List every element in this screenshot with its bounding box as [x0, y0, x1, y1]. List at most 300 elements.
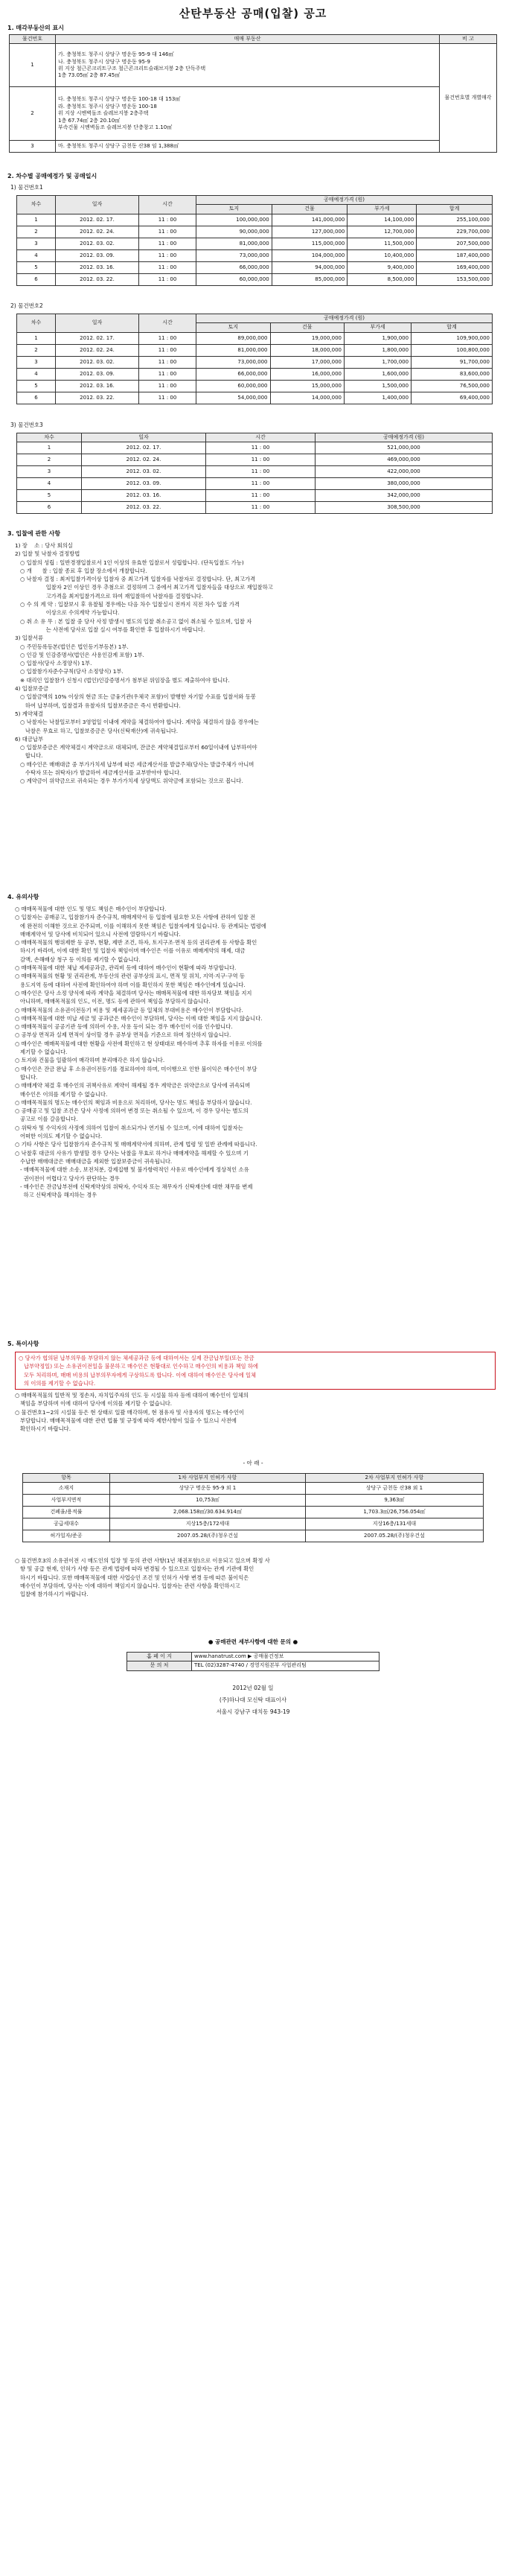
- th-total: 합계: [417, 205, 493, 214]
- notice-date: 2012년 02월 일: [232, 1685, 274, 1691]
- th-phase1: 1차 사업부지 인허가 사항: [110, 1474, 306, 1483]
- text-line: ○ 인감 및 인감증명서(법인은 사용인감계 포함) 1부.: [15, 651, 144, 658]
- special-notes: [15, 1391, 497, 1433]
- property-no: 2: [10, 87, 56, 141]
- table-cell: 2012. 03. 22.: [56, 273, 139, 285]
- property-note: 물건번호별 개별매각: [440, 44, 497, 153]
- table-cell: 10,400,000: [348, 249, 417, 261]
- th-price: 공매예정가격 (원): [196, 314, 493, 323]
- table-cell: 9,363㎡: [305, 1495, 483, 1507]
- th-land: 토지: [196, 205, 272, 214]
- text-line: - 매수인은 잔금납부전에 신탁계약상의 위탁자, 수익자 또는 채무자가 신탁재산에 대한 채무를 변제: [15, 1183, 253, 1190]
- text-line: 하고 신탁계약을 해지하는 경우: [15, 1192, 97, 1199]
- text-line: 5) 계약체결: [15, 710, 44, 717]
- company-name: (주)하나대 모신탁 대표이사: [219, 1696, 287, 1703]
- table-cell: 89,000,000: [196, 332, 271, 344]
- table-row: [17, 466, 493, 478]
- table-row: [23, 1518, 484, 1530]
- text-line: 하여 납부하며, 입찰결과 유찰자의 입찰보증금은 즉시 반환합니다.: [15, 702, 181, 709]
- text-line: ○ 위탁자 및 수익자의 사정에 의하여 입찰이 취소되거나 연기될 수 있으며, 이에 대하여 입찰자는: [15, 1124, 243, 1131]
- table-cell: 지상15층/172세대: [110, 1518, 306, 1530]
- table-cell: 187,400,000: [417, 249, 493, 261]
- table-row: [17, 380, 493, 392]
- text-line: ○ 입찰의 성립 : 일반경쟁입찰로서 1인 이상의 유효한 입찰로서 성립합니다. (단독입찰도 가능): [15, 559, 244, 566]
- property-line: 위 지상 시멘벽돌조 슬레브지붕 2층주택: [58, 110, 149, 117]
- table-cell: 소재지: [23, 1483, 110, 1495]
- property-line: 다. 충청북도 청주시 상당구 명운동 100-18 대 153㎡: [58, 96, 181, 103]
- appendix-caption: - 아 래 -: [243, 1460, 263, 1466]
- table-cell: 2,068.158㎡/30.634.914㎡: [110, 1507, 306, 1518]
- text-line: 항 및 공급 현재, 인허가 사항 등은 관계 법령에 따라 변경될 수 있으므로 입찰자는 관계 기관에 확인: [15, 1565, 254, 1573]
- table-row: [17, 490, 493, 502]
- schedule-table-3: [16, 433, 493, 514]
- table-cell: 11 : 00: [139, 332, 196, 344]
- table-row: [17, 249, 493, 261]
- text-line: 확인하시기 바랍니다.: [15, 1425, 71, 1433]
- table-cell: 2012. 03. 02.: [82, 466, 206, 478]
- page-title: 산탄부동산 공매(입찰) 공고: [179, 7, 327, 20]
- text-line: 어떠한 이의도 제기할 수 없습니다.: [15, 1133, 103, 1140]
- property-line: 1층 67.74㎡ 2층 20.10㎡: [58, 117, 121, 124]
- text-line: 부담합니다. 매매목적물에 대한 관련 법률 및 규정에 따라 제한사항이 있을 수 있으니 사전에: [15, 1416, 237, 1424]
- th-phase2: 2차 사업부지 인허가 사항: [305, 1474, 483, 1483]
- homepage-link[interactable]: www.hanatrust.com ▶ 공매물건정보: [192, 1653, 380, 1661]
- table-cell: 11 : 00: [206, 478, 316, 490]
- property-desc: [56, 141, 440, 153]
- contact-label: 문 의 처: [127, 1661, 192, 1670]
- text-line: 공고로 이를 갈음합니다.: [15, 1116, 78, 1123]
- inquiry-heading: ● 공매관련 세부사항에 대한 문의 ●: [208, 1638, 298, 1645]
- table-cell: 11 : 00: [139, 226, 196, 238]
- table-cell: 76,500,000: [411, 380, 493, 392]
- th-vat: 부가세: [345, 323, 411, 332]
- table-cell: 1,600,000: [345, 368, 411, 380]
- table-cell: 115,000,000: [272, 238, 348, 249]
- property-desc: [56, 44, 440, 87]
- table-cell: 11 : 00: [139, 380, 196, 392]
- text-line: 제기할 수 없습니다.: [15, 1049, 68, 1056]
- table-cell: 2012. 02. 24.: [56, 344, 139, 356]
- table-cell: 2012. 03. 16.: [56, 380, 139, 392]
- text-line: ○ 매매목적물에 대한 인도 및 명도 책임은 매수인이 부담합니다.: [15, 906, 167, 912]
- table-cell: 2: [17, 344, 56, 356]
- text-line: 의 이의를 제기할 수 없습니다.: [19, 1379, 96, 1387]
- table-cell: 6: [17, 273, 56, 285]
- text-line: 감액, 손해배상 청구 등 이의를 제기할 수 없습니다.: [15, 955, 141, 963]
- text-line: ○ 입찰자는 공매공고, 입찰참가자 준수규칙, 매매계약서 등 입찰에 필요한 모든 사항에 관하여 입찰 전: [15, 914, 256, 921]
- table-cell: 100,800,000: [411, 344, 493, 356]
- section-4-heading: 4. 유의사항: [7, 894, 39, 900]
- text-line: 납부약정일) 또는 소유권이전일을 불문하고 매수인은 현황대로 인수하고 매수인의 비용과 책임 하에: [19, 1363, 258, 1370]
- section-1-heading: 1. 매각부동산의 표시: [7, 25, 64, 31]
- table-cell: 11 : 00: [139, 214, 196, 226]
- table-cell: 15,000,000: [270, 380, 345, 392]
- text-line: ○ 입찰보증금은 계약체결시 계약금으로 대체되며, 잔금은 계약체결일로부터 60일이내에 납부하여야: [15, 744, 257, 751]
- table-cell: 4: [17, 249, 56, 261]
- table-cell: 2: [17, 226, 56, 238]
- table-cell: 건폐율/용적률: [23, 1507, 110, 1518]
- inquiry-table: [126, 1652, 380, 1671]
- table-cell: 308,500,000: [316, 502, 493, 514]
- text-line: ○ 공부상 면적과 실제 면적이 상이할 경우 공부상 면적을 기준으로 하며 정산하지 않습니다.: [15, 1031, 231, 1039]
- table-cell: 11 : 00: [139, 238, 196, 249]
- th-land: 토지: [196, 323, 271, 332]
- text-line: ○ 물건번호3의 소유권이전 시 매도인의 입장 및 등의 관련 사항(1년 채권포함)으로 이용되고 있으며 확정 사: [15, 1557, 270, 1564]
- table-cell: 11 : 00: [139, 273, 196, 285]
- table-cell: 2012. 03. 22.: [82, 502, 206, 514]
- text-line: 2) 입찰 및 낙찰자 결정방법: [15, 550, 80, 558]
- table-row: [17, 261, 493, 273]
- table-cell: 11 : 00: [139, 261, 196, 273]
- table-cell: 422,000,000: [316, 466, 493, 478]
- text-line: ○ 당사가 협의된 납부의무를 부담하지 않는 체세공과금 등에 대하여서는 실제 잔금납부일(또는 잔금: [19, 1355, 254, 1361]
- table-row: [17, 478, 493, 490]
- text-line: 수납한 매매대금은 매매대금을 제외한 입찰보증금이 귀속됩니다.: [15, 1157, 173, 1165]
- table-cell: 11 : 00: [139, 249, 196, 261]
- schedule-table-1: [16, 195, 493, 286]
- text-line: 6) 대금납부: [15, 735, 44, 742]
- table-cell: 9,400,000: [348, 261, 417, 273]
- table-cell: 공급세대수: [23, 1518, 110, 1530]
- table-cell: 지상16층/131세대: [305, 1518, 483, 1530]
- property-line: 위 지상 철근콘크리트구조 철근콘크리트슬래브지붕 2층 단독주택: [58, 65, 206, 71]
- table-cell: 2012. 03. 22.: [56, 392, 139, 404]
- table-cell: 2012. 03. 02.: [56, 356, 139, 368]
- contact-info: TEL (02)3287-4740 / 경영지원본부 사업관리팀: [192, 1661, 380, 1670]
- text-line: ○ 개 찰 : 입찰 종료 후 입찰 장소에서 개찰합니다.: [15, 567, 147, 574]
- schedule-table-2-body: [17, 332, 493, 404]
- table-cell: 11 : 00: [206, 454, 316, 466]
- table-cell: 81,000,000: [196, 344, 271, 356]
- table-cell: 83,600,000: [411, 368, 493, 380]
- text-line: ○ 매매목적물의 일반적 및 정손자, 자치입주자의 인도 등 시설물 하자 등에 대하여 매수인이 일체의: [15, 1392, 249, 1399]
- table-row: [17, 238, 493, 249]
- text-line: ○ 기타 사항은 당사 입찰참가자 준수규칙 및 매매계약서에 의하며, 관계 법령 및 일반 관례에 따릅니다.: [15, 1141, 257, 1148]
- permit-table: [22, 1473, 484, 1542]
- table-cell: 90,000,000: [196, 226, 272, 238]
- table-cell: 11 : 00: [206, 502, 316, 514]
- text-line: 낙찰은 무효로 하고, 입찰보증금은 당사(신탁재산)에 귀속됩니다.: [15, 727, 179, 734]
- table-cell: 2007.05.28/(주)청우건설: [305, 1530, 483, 1542]
- section-3-heading: 3. 입찰에 관한 사항: [7, 530, 61, 537]
- table-row: [17, 344, 493, 356]
- th-date: 일자: [56, 314, 139, 333]
- property-line: 나. 충청북도 청주시 상당구 명운동 95-9: [58, 58, 150, 65]
- text-line: 아니하며, 매매목적물의 인도, 이전, 명도 등에 관하여 책임을 부담하지 않습니다.: [15, 998, 211, 1005]
- table1-label: 1) 물건번호1: [10, 184, 43, 191]
- table-cell: 11,500,000: [348, 238, 417, 249]
- table-cell: 141,000,000: [272, 214, 348, 226]
- text-line: 하시기 바랍니다. 또한 매매목적물에 대한 사업승인 조건 및 인허가 사항 변경 등에 따른 불이익은: [15, 1574, 249, 1581]
- table-row: [23, 1483, 484, 1495]
- text-line: 매수인이 부담하며, 당사는 이에 대하여 책임지지 않습니다. 입찰자는 관련 사항을 확인하시고: [15, 1582, 240, 1589]
- table-cell: 169,400,000: [417, 261, 493, 273]
- property3-note: [15, 1556, 497, 1598]
- th-price: 공매예정가격 (원): [316, 433, 493, 442]
- table-cell: 2007.05.28/(주)청우건설: [110, 1530, 306, 1542]
- table-cell: 2012. 03. 16.: [82, 490, 206, 502]
- table-cell: 상당구 금천동 산38 외 1: [305, 1483, 483, 1495]
- table-cell: 5: [17, 261, 56, 273]
- text-line: 3) 입찰서류: [15, 635, 44, 642]
- table-cell: 66,000,000: [196, 261, 272, 273]
- th-building: 건물: [272, 205, 348, 214]
- table-row: [17, 442, 493, 454]
- table-cell: 2012. 03. 09.: [56, 249, 139, 261]
- text-line: ○ 매수인은 매매대금 중 부가가치세 납부에 따른 세금계산서를 발급주체(당사는 발급주체가 아니며: [15, 760, 254, 768]
- text-line: 매매계약서 및 당사에 비치되어 있으니 사전에 열람하시기 바랍니다.: [15, 930, 181, 938]
- table-cell: 229,700,000: [417, 226, 493, 238]
- text-line: ○ 낙찰자는 낙찰일로부터 3영업일 이내에 계약을 체결하여야 합니다. 계약을 체결하지 않을 경우에는: [15, 719, 259, 726]
- text-line: ○ 매수인은 잔금 완납 후 소유권이전등기를 경료하여야 하며, 미이행으로 인한 불이익은 매수인이 부담: [15, 1065, 257, 1072]
- table-cell: 66,000,000: [196, 368, 271, 380]
- table-cell: 4: [17, 478, 82, 490]
- table-cell: 11 : 00: [139, 368, 196, 380]
- table-cell: 2012. 03. 09.: [82, 478, 206, 490]
- table-row: [17, 214, 493, 226]
- table-cell: 94,000,000: [272, 261, 348, 273]
- table-cell: 255,100,000: [417, 214, 493, 226]
- table-cell: 1,700,000: [345, 356, 411, 368]
- table-cell: 14,100,000: [348, 214, 417, 226]
- table-cell: 11 : 00: [206, 490, 316, 502]
- property-line: 라. 충청북도 청주시 상당구 명운동 100-18: [58, 103, 157, 109]
- text-line: 고가격을 최저입찰가격으로 하여 재입찰하여 낙찰자를 결정합니다.: [15, 592, 204, 600]
- table-cell: 19,000,000: [270, 332, 345, 344]
- text-line: ○ 입찰서(당사 소정양식) 1부.: [15, 660, 92, 667]
- property-line: 마. 충청북도 청주시 상당구 금천동 산38 임 1,388㎡: [58, 143, 179, 150]
- th-building: 건물: [270, 323, 345, 332]
- text-line: ○ 매매목적물에 대한 체납 제세공과금, 관리비 등에 대하여 매수인이 현황에 따라 부담합니다.: [15, 964, 237, 972]
- text-line: 용도지역 등에 대하여 사전에 확인하여야 하며 이를 확인하지 못한 책임은 매수인에게 있습니다.: [15, 981, 246, 988]
- table-cell: 469,000,000: [316, 454, 493, 466]
- text-line: 수탁자 또는 위탁자)가 발급하여 세금계산서를 교부받아야 합니다.: [15, 769, 182, 777]
- table-cell: 2012. 02. 17.: [56, 332, 139, 344]
- th-time: 시간: [139, 314, 196, 333]
- table-cell: 100,000,000: [196, 214, 272, 226]
- company-address: 서울시 강남구 대치동 943-19: [216, 1708, 290, 1715]
- table-cell: 5: [17, 490, 82, 502]
- table-cell: 127,000,000: [272, 226, 348, 238]
- table-cell: 2012. 02. 17.: [82, 442, 206, 454]
- text-line: ○ 토지와 건물을 일괄하여 매각하며 분리매각은 하지 않습니다.: [15, 1057, 165, 1064]
- text-line: 매수인은 이의를 제기할 수 없습니다.: [15, 1090, 108, 1098]
- text-line: ○ 매수인은 매매목적물에 대한 현황을 사전에 확인하고 현 상태대로 매수하며 추후 하자를 이유로 이의를: [15, 1040, 263, 1047]
- table-row: [23, 1507, 484, 1518]
- table-cell: 73,000,000: [196, 249, 272, 261]
- table-cell: 5: [17, 380, 56, 392]
- permit-table-body: [23, 1483, 484, 1542]
- th-round: 차수: [17, 196, 56, 214]
- table-cell: 상당구 명운동 95-9 외 1: [110, 1483, 306, 1495]
- text-line: ○ 낙찰후 대금의 사유가 발생할 경우 당사는 낙찰을 무효로 하거나 매매계약을 해제할 수 있으며 기: [15, 1149, 249, 1157]
- table-cell: 11 : 00: [139, 392, 196, 404]
- table-cell: 380,000,000: [316, 478, 493, 490]
- table-cell: 2012. 03. 09.: [56, 368, 139, 380]
- bidding-terms: [15, 541, 497, 786]
- table-cell: 4: [17, 368, 56, 380]
- text-line: ○ 취 소 유 무 : 본 입찰 중 당사 사정 발생시 별도의 입찰 취소공고 없이 취소될 수 있으며, 입찰 자: [15, 617, 252, 625]
- table-cell: 1: [17, 332, 56, 344]
- table-cell: 2012. 02. 24.: [82, 454, 206, 466]
- table-cell: 1,500,000: [345, 380, 411, 392]
- table-cell: 3: [17, 356, 56, 368]
- table-cell: 2012. 03. 02.: [56, 238, 139, 249]
- table-row: [23, 1495, 484, 1507]
- table3-label: 3) 물건번호3: [10, 422, 43, 428]
- section-5-heading: 5. 특이사항: [7, 1341, 39, 1347]
- property-no: 3: [10, 141, 56, 153]
- table-cell: 153,500,000: [417, 273, 493, 285]
- th-item: 항목: [23, 1474, 110, 1483]
- table-cell: 60,000,000: [196, 273, 272, 285]
- text-line: 입찰자 2인 이상인 경우 추첨으로 결정하며 그 중에서 최고가격 입찰자들을 대상으로 재입찰하고: [15, 584, 273, 591]
- schedule-table-1-body: [17, 214, 493, 285]
- table-cell: 1,800,000: [345, 344, 411, 356]
- text-line: ○ 매매목적물의 소유권이전등기 비용 및 제세공과금 등 일체의 부대비용은 매수인이 부담합니다.: [15, 1006, 243, 1014]
- table-row: [17, 356, 493, 368]
- text-line: ○ 매매목적물에 대한 미납 세금 및 공과금은 매수인이 부담하며, 당사는 이에 대한 책임을 지지 않습니다.: [15, 1014, 263, 1022]
- text-line: ○ 계약금이 위약금으로 귀속되는 경우 부가가치세 상당액도 위약금에 포함되는 것으로 봅니다.: [15, 777, 243, 785]
- text-line: ○ 낙찰자 결정 : 최저입찰가격이상 입찰자 중 최고가격 입찰자를 낙찰자로 결정합니다. 단, 최고가격: [15, 576, 256, 583]
- table-cell: 3: [17, 466, 82, 478]
- text-line: 에 완전히 이해한 것으로 간주되며, 이를 이해하지 못한 책임은 입찰자에게 있습니다. 등 관계되는 법령에: [15, 922, 266, 929]
- table-cell: 207,500,000: [417, 238, 493, 249]
- th-vat: 부가세: [348, 205, 417, 214]
- table-cell: 11 : 00: [139, 356, 196, 368]
- property-line: 부속건물 시멘벽돌조 슬레브지붕 단층창고 1.10㎡: [58, 124, 173, 131]
- property-table: [9, 34, 497, 153]
- th-date: 일자: [56, 196, 139, 214]
- table-row: [17, 368, 493, 380]
- table-cell: 2012. 02. 17.: [56, 214, 139, 226]
- property-line: 1층 73.05㎡ 2층 87.45㎡: [58, 72, 121, 79]
- text-line: ○ 수 의 계 약 : 입찰보시 후 유찰될 경우에는 다음 차수 입찰실시 전까지 직전 차수 입찰 가격: [15, 601, 240, 608]
- th-note: 비 고: [440, 35, 497, 44]
- table-cell: 54,000,000: [196, 392, 271, 404]
- table-cell: 2012. 02. 24.: [56, 226, 139, 238]
- property-no: 1: [10, 44, 56, 87]
- table-row: [17, 273, 493, 285]
- table-cell: 11 : 00: [206, 466, 316, 478]
- table-row: [23, 1530, 484, 1542]
- table-cell: 73,000,000: [196, 356, 271, 368]
- table-cell: 342,000,000: [316, 490, 493, 502]
- property-line: 가. 충청북도 청주시 상당구 명운동 95-9 대 146㎡: [58, 51, 174, 58]
- table-cell: 1: [17, 214, 56, 226]
- table-cell: 2: [17, 454, 82, 466]
- property-desc: [56, 87, 440, 141]
- table-cell: 11 : 00: [206, 442, 316, 454]
- table-row: [17, 454, 493, 466]
- table-cell: 1: [17, 442, 82, 454]
- th-no: 물건번호: [10, 35, 56, 44]
- table-cell: 10,753㎡: [110, 1495, 306, 1507]
- table-cell: 85,000,000: [272, 273, 348, 285]
- table-cell: 6: [17, 502, 82, 514]
- table-cell: 17,000,000: [270, 356, 345, 368]
- text-line: ○ 매매목적물의 현황 및 권리관계, 부동산의 관련 공부상의 표시, 면적 및 위치, 지역·지구·구역 등: [15, 973, 245, 980]
- th-date: 일자: [82, 433, 206, 442]
- table-cell: 사업부지면적: [23, 1495, 110, 1507]
- table-cell: 허가일자/준공: [23, 1530, 110, 1542]
- text-line: ○ 물건번호1~2의 시설물 등은 현 상태로 일괄 매각하며, 현 점유자 및 사용자의 명도는 매수인이: [15, 1408, 244, 1416]
- text-line: 하시기 바라며, 이에 대한 확인 및 입찰자 책임이며 매수인은 이를 이유로 매매계약의 해제, 대금: [15, 947, 246, 955]
- table-cell: 11 : 00: [139, 344, 196, 356]
- table-cell: 60,000,000: [196, 380, 271, 392]
- special-note-box: [15, 1352, 496, 1390]
- text-line: 입찰에 참가하시기 바랍니다.: [15, 1591, 89, 1598]
- text-line: ※ 대리인 입찰참가 신청시 (법인)인감증명서가 첨부된 위임장을 별도 제출하여야 합니다.: [15, 676, 230, 684]
- table-cell: 6: [17, 392, 56, 404]
- text-line: 책임을 부담하며 이에 대하여 당사에 이의를 제기할 수 없습니다.: [15, 1400, 173, 1408]
- text-line: 4) 입찰보증금: [15, 685, 49, 693]
- table-cell: 1,703.3㎡/26,756.054㎡: [305, 1507, 483, 1518]
- table-cell: 81,000,000: [196, 238, 272, 249]
- table-cell: 104,000,000: [272, 249, 348, 261]
- table-cell: 69,400,000: [411, 392, 493, 404]
- th-round: 차수: [17, 314, 56, 333]
- table-cell: 3: [17, 238, 56, 249]
- table-row: [17, 332, 493, 344]
- text-line: ○ 매매목적물의 명도는 매수인의 책임과 비용으로 처리하며, 당사는 명도 책임을 부담하지 않습니다.: [15, 1098, 252, 1106]
- table-cell: 109,900,000: [411, 332, 493, 344]
- th-round: 차수: [17, 433, 82, 442]
- text-line: ○ 주민등록등본(법인은 법인등기부등본) 1부.: [15, 643, 129, 650]
- text-line: 모두 처리하며, 매매 비용의 납부의무자에게 구상하도록 합니다. 이에 대하여 매수인은 당사에 일체: [19, 1371, 257, 1378]
- th-property: 매매 부동산: [56, 35, 440, 44]
- table-cell: 18,000,000: [270, 344, 345, 356]
- text-line: 는 사전에 당사로 입찰 실시 여부를 확인한 후 입찰하시기 바랍니다.: [15, 626, 205, 633]
- table-row: [17, 502, 493, 514]
- text-line: 합니다.: [15, 752, 43, 760]
- schedule-table-3-body: [17, 442, 493, 514]
- table-row: [17, 226, 493, 238]
- text-line: - 매매목적물에 대한 소송, 보전처분, 강제집행 및 불가항력적인 사유로 매수인에게 정상적인 소유: [15, 1166, 249, 1174]
- table-cell: 14,000,000: [270, 392, 345, 404]
- text-line: 합니다.: [15, 1073, 38, 1081]
- table-cell: 91,700,000: [411, 356, 493, 368]
- homepage-label: 홈 페 이 지: [127, 1653, 192, 1661]
- text-line: 1) 장 소 : 당사 회의실: [15, 542, 73, 549]
- table2-label: 2) 물건번호2: [10, 302, 43, 309]
- th-time: 시간: [206, 433, 316, 442]
- table-cell: 8,500,000: [348, 273, 417, 285]
- text-line: ○ 매매계약 체결 후 매수인의 귀책사유로 계약이 해제될 경우 계약금은 위약금으로 당사에 귀속되며: [15, 1082, 251, 1090]
- table-cell: 16,000,000: [270, 368, 345, 380]
- text-line: ○ 입찰금액의 10% 이상의 현금 또는 금융기관(우체국 포함)이 발행한 자기앞 수표를 입찰서와 동봉: [15, 693, 256, 701]
- th-price: 공매예정가격 (원): [196, 196, 493, 205]
- text-line: ○ 매매목적물이 공공기관 등에 의하여 수용, 사용 등이 되는 경우 매수인이 이를 인수합니다.: [15, 1023, 233, 1031]
- text-line: ○ 공매공고 및 입찰 조건은 당사 사정에 의하여 변경 또는 취소될 수 있으며, 이 경우 당사는 별도의: [15, 1107, 249, 1115]
- text-line: ○ 매수인은 당사 소정 양식에 따라 계약을 체결하며 당사는 매매목적물에 대한 하자담보 책임을 지지: [15, 989, 252, 996]
- th-total: 합계: [411, 323, 493, 332]
- table-row: [17, 392, 493, 404]
- table-cell: 1,400,000: [345, 392, 411, 404]
- text-line: ○ 입찰참가자준수규칙(당사 소정양식) 1부.: [15, 668, 124, 675]
- text-line: 이상으로 수의계약 가능합니다.: [15, 609, 120, 617]
- table-cell: 12,700,000: [348, 226, 417, 238]
- precautions: [15, 905, 497, 1199]
- table-cell: 1,900,000: [345, 332, 411, 344]
- table-cell: 2012. 03. 16.: [56, 261, 139, 273]
- text-line: 권이전이 어렵다고 당사가 판단하는 경우: [15, 1174, 120, 1182]
- th-time: 시간: [139, 196, 196, 214]
- text-line: ○ 매매목적물의 행위제한 등 공부, 현황, 제반 조건, 하자, 토지구조·면적 등의 권리관계 등 사항을 확인: [15, 939, 257, 947]
- table-cell: 521,000,000: [316, 442, 493, 454]
- schedule-table-2: [16, 314, 493, 404]
- section-2-heading: 2. 차수별 공매예정가 및 공매일시: [7, 173, 97, 179]
